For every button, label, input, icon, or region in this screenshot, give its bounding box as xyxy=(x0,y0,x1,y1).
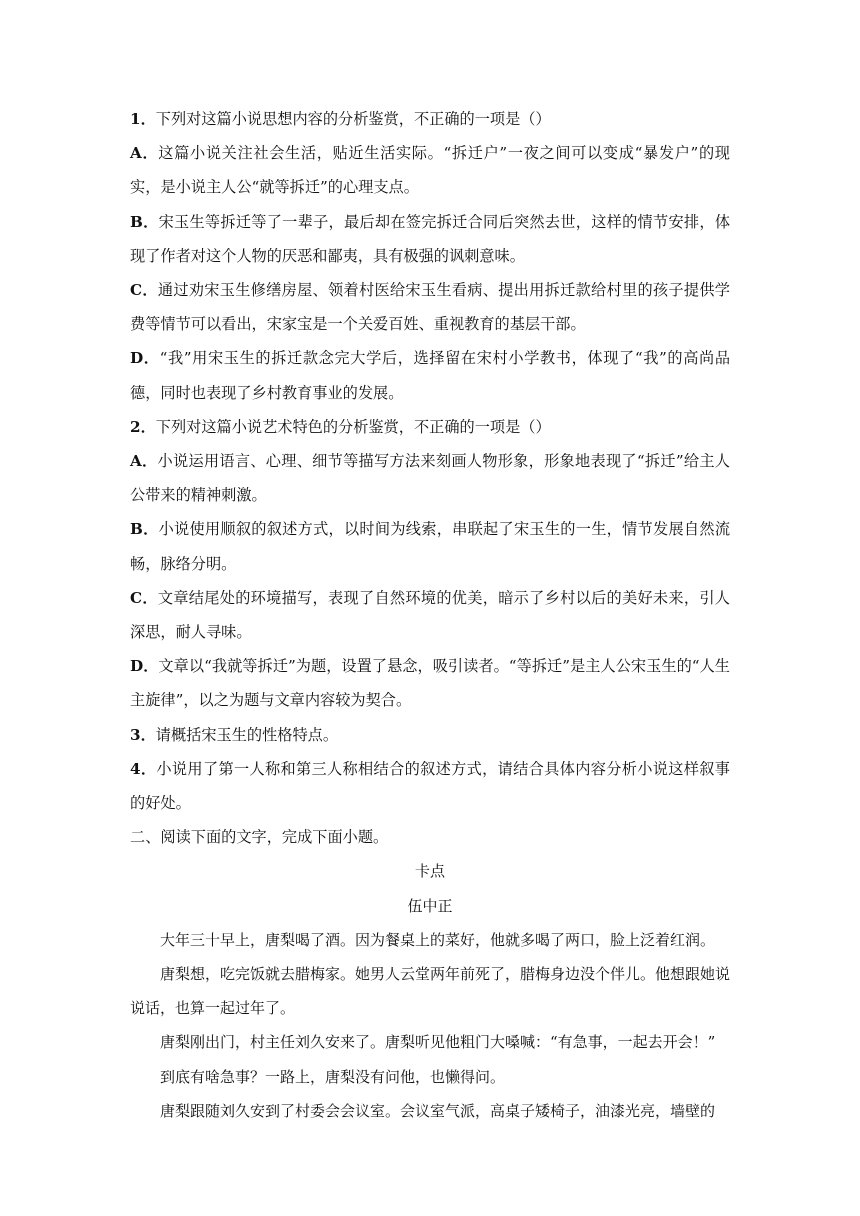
story xyxy=(130,854,730,1128)
item-text: 小说用了第一人称和第三人称相结合的叙述方式，请结合具体内容分析小说这样叙事的好处。 xyxy=(130,759,730,813)
question-1-option-a xyxy=(130,136,730,204)
question-2-option-b xyxy=(130,512,730,580)
story-paragraph: 唐梨刚出门，村主任刘久安来了。唐梨听见他粗门大嗓喊：“有急事，一起去开会！” xyxy=(160,1033,716,1052)
item-number: A． xyxy=(130,452,158,471)
question-2-option-c xyxy=(130,581,730,649)
item-text: 通过劝宋玉生修缮房屋、领着村医给宋玉生看病、提出用拆迁款给村里的孩子提供学费等情节可以看出，宋家宝是一个关爱百姓、重视教育的基层干部。 xyxy=(130,281,730,334)
story-paragraph: 到底有啥急事？一路上，唐梨没有问他，也懒得问。 xyxy=(160,1067,506,1086)
item-number: 2． xyxy=(130,417,156,436)
item-number: C． xyxy=(130,281,158,300)
item-number: 1． xyxy=(130,110,156,128)
question-1 xyxy=(130,102,730,136)
item-text: 小说使用顺叙的叙述方式，以时间为线索，串联起了宋玉生的一生，情节发展自然流畅，脉络分明。 xyxy=(130,520,731,573)
question-1-option-b xyxy=(130,205,730,273)
item-number: B． xyxy=(130,212,159,231)
story-paragraph: 唐梨跟随刘久安到了村委会会议室。会议室气派，高桌子矮椅子，油漆光亮，墙壁的 xyxy=(160,1101,716,1120)
item-number: C． xyxy=(130,588,158,607)
question-4 xyxy=(130,752,730,820)
story-author: 伍中正 xyxy=(407,896,453,915)
item-text: 请概括宋玉生的性格特点。 xyxy=(155,725,339,744)
question-2-option-a xyxy=(130,444,730,512)
item-text: 小说运用语言、心理、细节等描写方法来刻画人物形象，形象地表现了“拆迁”给主人公带来的精神刺激。 xyxy=(130,452,730,505)
item-number: B． xyxy=(130,520,159,539)
item-text: 这篇小说关注社会生活，贴近生活实际。“拆迁户”一夜之间可以变成“暴发户”的现实，是小说主人公“就等拆迁”的心理支点。 xyxy=(130,144,730,197)
item-number: D． xyxy=(130,657,159,676)
question-2-option-d xyxy=(130,649,730,717)
item-number: D． xyxy=(130,349,160,368)
item-text: 文章以“我就等拆迁”为题，设置了悬念，吸引读者。“等拆迁”是主人公宋玉生的“人生主旋律”，以之为题与文章内容较为契合。 xyxy=(130,657,730,710)
story-paragraph: 大年三十早上，唐梨喝了酒。因为餐桌上的菜好，他就多喝了两口，脸上泛着红润。 xyxy=(160,930,716,949)
document-content xyxy=(130,102,730,1128)
item-text: 下列对这篇小说思想内容的分析鉴赏，不正确的一项是（） xyxy=(155,110,551,128)
story-title: 卡点 xyxy=(414,862,445,881)
item-number: 4． xyxy=(130,759,157,778)
item-number: A． xyxy=(130,144,159,163)
item-number: 3． xyxy=(130,725,156,744)
item-text: “我”用宋玉生的拆迁款念完大学后，选择留在宋村小学教书，体现了“我”的高尚品德，同时也表现了乡村教育事业的发展。 xyxy=(130,349,731,402)
question-3 xyxy=(130,718,730,752)
question-1-option-c xyxy=(130,273,730,341)
item-text: 宋玉生等拆迁等了一辈子，最后却在签完拆迁合同后突然去世，这样的情节安排，体现了作者对这个人物的厌恶和鄙夷，具有极强的讽刺意味。 xyxy=(130,212,731,265)
question-2 xyxy=(130,410,730,444)
story-paragraph: 唐梨想，吃完饭就去腊梅家。她男人云堂两年前死了，腊梅身边没个伴儿。他想跟她说说话，也算一起过年了。 xyxy=(130,965,731,1018)
section-heading: 二、阅读下面的文字，完成下面小题。 xyxy=(130,828,389,847)
item-text: 下列对这篇小说艺术特色的分析鉴赏，不正确的一项是（） xyxy=(155,417,551,436)
item-text: 文章结尾处的环境描写，表现了自然环境的优美，暗示了乡村以后的美好未来，引人深思，耐人寻味。 xyxy=(130,588,730,642)
question-1-option-d xyxy=(130,341,730,409)
